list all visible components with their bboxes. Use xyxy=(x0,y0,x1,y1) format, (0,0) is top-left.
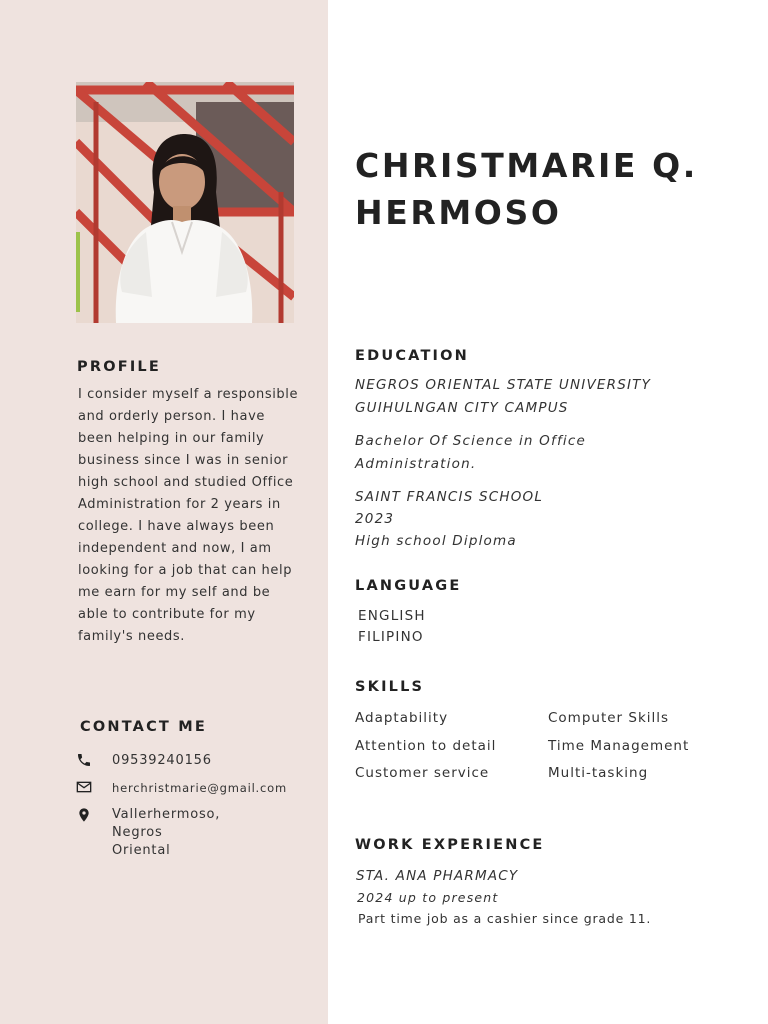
name-line-1: CHRISTMARIE Q. xyxy=(355,146,698,185)
contact-heading: CONTACT ME xyxy=(80,719,208,735)
language-item: ENGLISH xyxy=(358,608,426,624)
skill-item: Attention to detail xyxy=(355,738,497,754)
profile-heading: PROFILE xyxy=(77,359,161,375)
profile-photo xyxy=(76,82,294,323)
skill-item: Time Management xyxy=(548,738,690,754)
profile-photo-illustration xyxy=(76,82,294,323)
work-company: STA. ANA PHARMACY xyxy=(356,868,519,884)
language-item: FILIPINO xyxy=(358,629,424,645)
email-address[interactable]: herchristmarie@gmail.com xyxy=(112,781,287,795)
address-line-1: Vallerhermoso, Negros xyxy=(112,807,221,840)
work-heading: WORK EXPERIENCE xyxy=(355,837,545,853)
mail-icon xyxy=(76,779,94,797)
work-description: Part time job as a cashier since grade 11. xyxy=(358,911,652,926)
address-line-2: Oriental xyxy=(112,843,171,858)
education-school1-line2: GUIHULNGAN CITY CAMPUS xyxy=(355,400,569,416)
name-line-2: HERMOSO xyxy=(355,193,562,232)
education-school1-line1: NEGROS ORIENTAL STATE UNIVERSITY xyxy=(355,377,652,393)
education-school2-year: 2023 xyxy=(355,511,395,527)
skill-item: Adaptability xyxy=(355,710,449,726)
education-degree-line1: Bachelor Of Science in Office xyxy=(355,433,586,449)
education-degree-line2: Administration. xyxy=(355,456,477,472)
education-school2-diploma: High school Diploma xyxy=(355,533,517,549)
skill-item: Computer Skills xyxy=(548,710,670,726)
language-heading: LANGUAGE xyxy=(355,578,462,594)
location-pin-icon xyxy=(76,806,94,824)
candidate-name xyxy=(355,142,698,236)
skill-item: Customer service xyxy=(355,765,490,781)
skill-item: Multi-tasking xyxy=(548,765,649,781)
education-heading: EDUCATION xyxy=(355,348,470,364)
work-period: 2024 up to present xyxy=(357,890,499,905)
skills-heading: SKILLS xyxy=(355,679,425,695)
phone-number[interactable]: 09539240156 xyxy=(112,753,212,768)
education-school2: SAINT FRANCIS SCHOOL xyxy=(355,489,544,505)
profile-text: I consider myself a responsible and orderly person. I have been helping in our family business since I was in senior high school and studied Office Administration for 2 years in college. I have always been independent and now, I am looking for a job that can help me earn for my self and be able to contribute for my family's needs. xyxy=(78,387,299,644)
phone-icon xyxy=(76,752,94,770)
